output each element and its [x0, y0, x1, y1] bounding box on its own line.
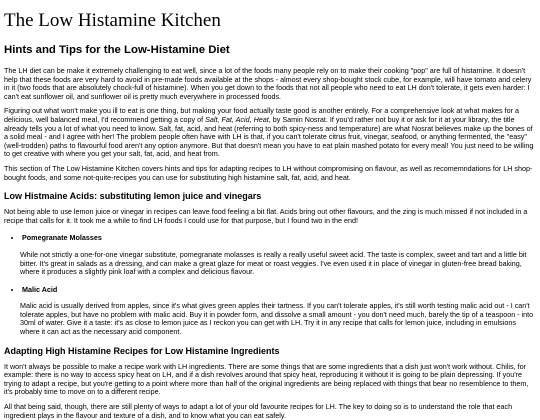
acids-heading: Low Histmaine Acids: substituting lemon juice and vinegars [4, 191, 262, 202]
intro-p2-text-end: , by Samin Nosrat. If you'd rather not buy it or ask for it at your library, the title already tells you a lot of what you need to know. Salt, fat, acid, and heat (referring to both spicy-ness and temperature) are what Nosrat believes make up the bones of a solid meal - and I agree with her! The problem people often have with LH is that, if you can't tolerate citrus fruit, vinegar, seafood, or anything fermented, the "easy" (well-trodden) paths to flavourful food aren't any option anymore. But that doesn't mean you have to eat plain mashed potato for every meal! You just need to be willing to get creative with where you get your salt, fat, acid, and heat from. [4, 114, 534, 159]
intro-paragraph-1: The LH diet can be make it extremely challenging to eat well, since a lot of the foods many people rely on to make their cooking "pop" are full of histamine. It doesn't help that these foods are very hard to avoid in pre-made foods available at the shops - almost every shop-bought stock cube, for example, will have tomato and celery in it (two foods that are absolutely chock-full of histamine). When you get down to the foods that not all people who need to eat LH don't tolerate, it gets even harder: I can't eat sunflower oil, and sunflower oil is pretty much everywhere in processed foods. [4, 66, 532, 101]
adapting-paragraph-2: All that being said, though, there are still plenty of ways to adapt a lot of your old favourite recipes for LH. The key to doing so is to understand the role that each ingredient plays in the flavour and texture of a dish, and to know what you can eat safely. [4, 402, 513, 420]
section-heading: Hints and Tips for the Low-Histamine Diet [4, 44, 230, 56]
acids-intro: Not being able to use lemon juice or vinegar in recipes can leave food feeling a bit flat. Acids bring out other flavours, and the zing is much missed if not included in a recipe that calls for it. It took me a while to find LH foods I could use for that purpose, but I found two in the end! [4, 207, 528, 225]
list-item-body: Malic acid is usually derived from apples, since it's what gives green apples their tartness. If you can't tolerate apples, it's still worth testing malic acid out - I can't tolerate apples, but have no problem with malic acid. Buy it in powder form, and dissolve a small amount - you don't need much, barely the tip of a teaspoon - into 30ml of water. Give it a taste: it's as close to lemon juice as I reckon you can get with LH. Try it in any recipe that calls for lemon juice, including in emulsions where it can act as the necessary acid component. [20, 301, 534, 337]
intro-paragraph-3: This section of The Low Histamine Kitchen covers hints and tips for adapting recipes to LH without compromising on flavour, as well as recomemndations for LH shop-bought foods, and some not-quite-recipes you can use for substituting high histamine salt, fat, acid, and heat. [4, 163, 533, 182]
intro-p2-text-start: Figuring out what won't make you ill to eat is one thing, but making your food actually taste good is another entirely. For a comprehensive look at what makes for a delicious, well balanced meal, I'd recommend getting a copy of [4, 106, 520, 124]
list-item-title: • Pomegranate Molasses [22, 233, 102, 243]
book-title: Salt, Fat, Acid, Heat [205, 114, 269, 124]
list-item [22, 234, 536, 276]
adapting-paragraph-1: It won't always be possible to make a recipe work with LH ingredients. There are some things that are some ingredients that a dish just won't work without. Chilis, for example: there is no way to access spicy heat on LH, and if a dish revolves around that spicy heat, reproducing it without it is going to be plain depressing. If you're trying to adapt a recipe, but you're getting to a point where more than half of the original ingredients are being replaced with things that bear no resemblence to them, it's probably time to move on to a different recipe. [4, 361, 529, 397]
list-item-body: While not strictly a one-for-one vinegar substitute, pomegranate molasses is really a really useful sweet acid. The taste is complex, sweet and tart and a little bit bitter. It's great in salads as a dressing, and can make a great glaze for meat or roast veggies. I've even used it in place of vinegar in gluten-free bread baking, where it produces a slightly pink loaf with a complex and delicious flavour. [20, 249, 527, 277]
list-item-title: • Malic Acid [22, 284, 58, 294]
adapting-heading: Adapting High Histamine Recipes for Low Histamine Ingredients [4, 345, 280, 356]
list-item [22, 286, 536, 337]
intro-paragraph-2 [4, 107, 536, 159]
acids-list [4, 234, 536, 336]
page-title: The Low Histamine Kitchen [4, 10, 221, 31]
